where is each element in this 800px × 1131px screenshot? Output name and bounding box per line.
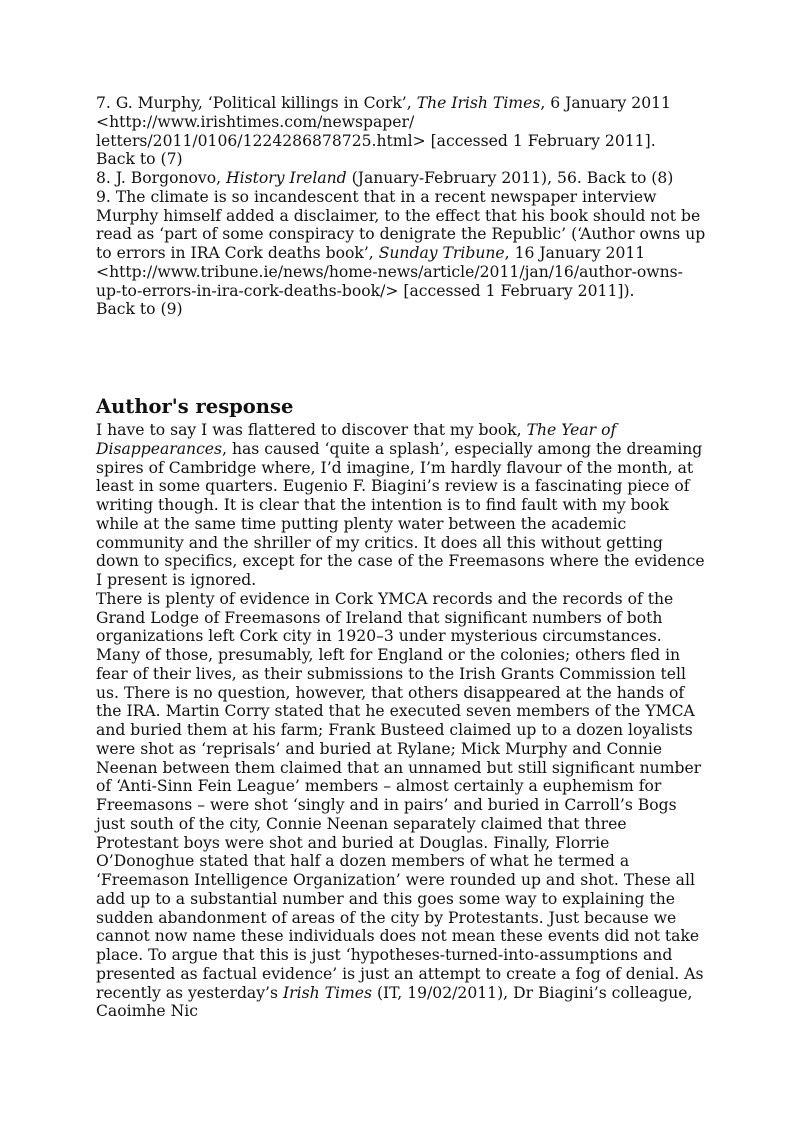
footnote-number: 7. [96, 94, 111, 112]
back-link-9[interactable]: Back to (9) [96, 300, 183, 319]
paragraph-text: I have to say I was flattered to discover that my book, [96, 421, 527, 439]
book-title: The Year of Disappearances [96, 421, 617, 458]
footnote-text: The climate is so incandescent that in a recent newspaper interview Murphy himself added a disclaimer, to the effect that his book should not be read as ‘part of some conspiracy to denigrate the Republic’ (‘Author owns up to errors in IRA Cork deaths book’, [96, 187, 706, 262]
newspaper-title: Irish Times [282, 983, 372, 1002]
footnote-text: J. Borgonovo, [110, 169, 227, 187]
footnote-source: History Ireland [226, 169, 347, 187]
response-paragraph-2 [96, 590, 706, 1021]
paragraph-text: (IT, 19/02/2011), Dr Biagini’s colleague, Caoimhe Nic [96, 983, 693, 1021]
paragraph-text: There is plenty of evidence in Cork YMCA records and the records of the Grand Lodge of Freemasons of Ireland that significant numbers of both organizations left Cork city in 1920–3 under mysterious circumstances. Many of those, presumably, left for England or the colonies; others fled in fear of their lives, as their submissions to the Irish Grants Commission tell us. There is no question, however, that others disappeared at the hands of the IRA. Martin Corry stated that he executed seven members of the YMCA and buried them at his farm; Frank Busteed claimed up to a dozen loyalists were shot as ‘reprisals’ and buried at Rylane; Mick Murphy and Connie Neenan between them claimed that an unnamed but still significant number of ‘Anti-Sinn Fein League’ members – almost certainly a euphemism for Freemasons – were shot ‘singly and in pairs’ and buried in Carroll’s Bogs just south of the city, Connie Neenan separately claimed that three Protestant boys were shot and buried at Douglas. Finally, Florrie O’Donoghue stated that half a dozen members of what he termed a ‘Freemason Intelligence Organization’ were rounded up and shot. These all add up to a substantial number and this goes some way to explaining the sudden abandonment of areas of the city by Protestants. Just because we cannot now name these individuals does not mean these events did not take place. To argue that this is just ‘hypotheses-turned-into-assumptions and presented as factual evidence’ is just an attempt to create a fog of denial. As recently as yesterday’s [96, 589, 704, 1002]
footnote-7 [96, 94, 706, 169]
response-paragraph-1 [96, 421, 706, 590]
back-link-8[interactable]: Back to (8) [586, 169, 674, 187]
section-gap [96, 319, 706, 394]
footnote-text: , 6 January 2011 <http://www.irishtimes.com/newspaper/ [96, 94, 671, 131]
back-link-7[interactable]: Back to (7) [96, 150, 183, 169]
footnote-source: The Irish Times [416, 94, 541, 112]
footnote-text: G. Murphy, ‘Political killings in Cork’, [110, 94, 417, 112]
footnote-text: , 16 January 2011 <http://www.tribune.ie/news/home-news/article/2011/jan/16/author-owns-up-to-errors-in-ira-cork-deaths-book/> [accessed 1 February 2011]). [96, 244, 683, 300]
footnote-number: 9. [96, 187, 111, 206]
footnote-number: 8. [96, 169, 111, 187]
footnote-8 [96, 169, 706, 188]
footnote-9 [96, 188, 706, 319]
document-page [96, 94, 706, 1021]
section-heading: Author's response [96, 395, 294, 418]
footnote-source: Sunday Tribune [378, 244, 505, 262]
footnote-text: (January-February 2011), 56. [346, 169, 587, 187]
paragraph-text: , has caused ‘quite a splash’, especially among the dreaming spires of Cambridge where, I’d imagine, I’m hardly flavour of the month, at least in some quarters. Eugenio F. Biagini’s review is a fascinating piece of writing though. It is clear that the intention is to find fault with my book while at the same time putting plenty water between the academic community and the shriller of my critics. It does all this without getting down to specifics, except for the case of the Freemasons where the evidence I present is ignored. [96, 439, 705, 589]
footnote-url[interactable]: letters/2011/0106/1224286878725.html> [accessed 1 February 2011]. [96, 131, 656, 150]
